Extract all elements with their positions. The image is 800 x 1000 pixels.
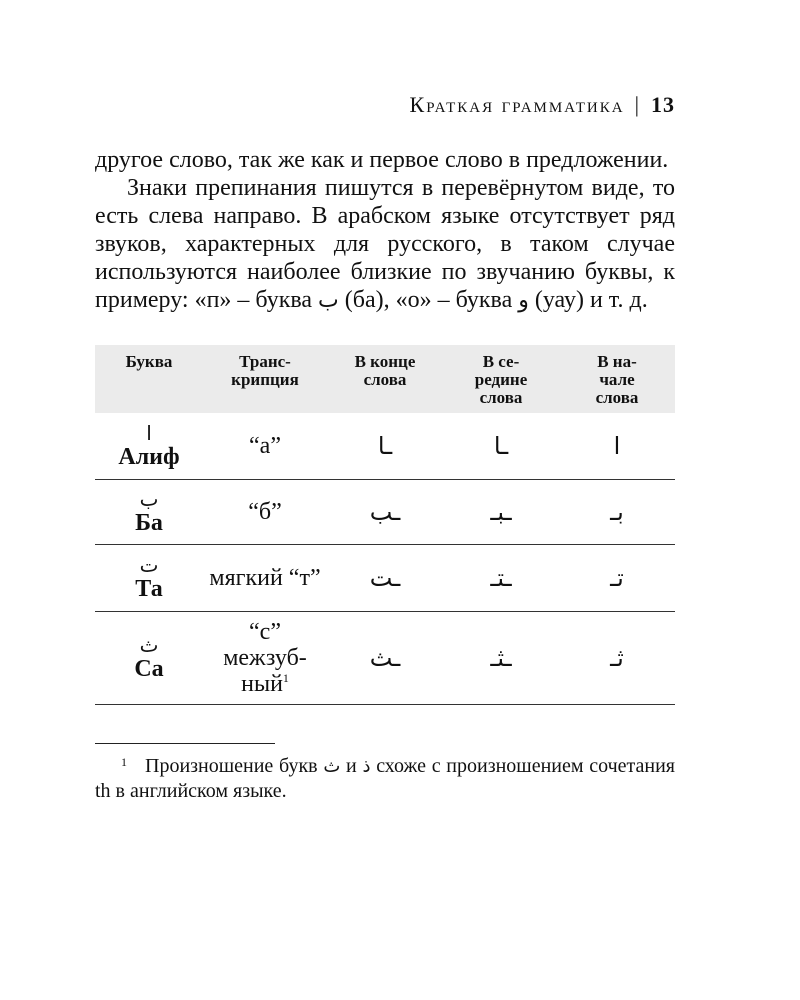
footnote-divider: [95, 743, 275, 744]
medial-form-cell: ـثـ: [443, 612, 559, 705]
table-row: [95, 612, 675, 705]
letter-name: Са: [134, 656, 164, 682]
letter-cell: [95, 545, 203, 612]
header-separator: |: [634, 92, 641, 117]
footnote-part-1: Произношение букв: [145, 755, 324, 777]
letter-cell: [95, 480, 203, 545]
arabic-letter-dhal: ذ: [362, 756, 371, 777]
final-form-cell: ـا: [327, 413, 443, 480]
paragraph-2-part-1: Знаки препинания пишутся в перевёрнутом виде, то есть слева направо. В арабском языке отсутствует ряд звуков, характерных для русского, в таком случае используются наиболее близкие по звучанию буквы, к примеру: «п» – буква: [95, 175, 675, 313]
initial-form-cell: تـ: [559, 545, 675, 612]
letter-cell: [95, 413, 203, 480]
chapter-title: Краткая грамматика: [409, 92, 625, 117]
letter-isolated: ا: [146, 421, 152, 445]
footnote-part-3: схоже с произношением сочетания th в английском языке.: [95, 755, 676, 802]
footnote-reference: 1: [282, 671, 289, 685]
paragraph-2: [95, 174, 675, 315]
paragraph-2-part-3: (уау) и т. д.: [528, 287, 648, 313]
footnote: [95, 754, 675, 803]
letter-isolated: ث: [139, 633, 159, 657]
paragraph-1: другое слово, так же как и первое слово в предложении.: [95, 147, 669, 173]
table-row: [95, 480, 675, 545]
table-row: [95, 413, 675, 480]
letter-isolated: ت: [139, 553, 159, 577]
column-header-transcription: Транс- крипция: [203, 345, 327, 413]
paragraph-2-part-2: (ба), «о» – буква: [338, 287, 519, 313]
letter-isolated: ب: [139, 487, 159, 511]
column-header-initial: В на- чале слова: [559, 345, 675, 413]
footnote-part-2: и: [340, 755, 363, 777]
footnote-mark: 1: [121, 755, 127, 769]
page-number: 13: [651, 92, 675, 117]
transcription-cell: мягкий “т”: [203, 545, 327, 612]
medial-form-cell: ـتـ: [443, 545, 559, 612]
final-form-cell: ـث: [327, 612, 443, 705]
table-row: [95, 545, 675, 612]
column-header-letter: Буква: [95, 345, 203, 413]
medial-form-cell: ـبـ: [443, 480, 559, 545]
arabic-letter-waw: و: [518, 288, 529, 313]
column-header-final: В конце слова: [327, 345, 443, 413]
body-text: [95, 146, 675, 315]
initial-form-cell: ا: [559, 413, 675, 480]
letter-name: Та: [135, 576, 163, 602]
letter-cell: [95, 612, 203, 705]
table-header-row: [95, 345, 675, 413]
final-form-cell: ـت: [327, 545, 443, 612]
alphabet-table: [95, 345, 675, 705]
arabic-letter-tha: ث: [323, 756, 341, 777]
medial-form-cell: ـا: [443, 413, 559, 480]
column-header-medial: В се- редине слова: [443, 345, 559, 413]
initial-form-cell: بـ: [559, 480, 675, 545]
running-head: [95, 90, 675, 124]
arabic-letter-ba: ب: [318, 288, 339, 313]
transcription-cell: “а”: [203, 413, 327, 480]
letter-name: Ба: [135, 510, 163, 536]
book-page: [95, 90, 675, 803]
transcription-cell: [203, 612, 327, 705]
transcription-cell: “б”: [203, 480, 327, 545]
final-form-cell: ـب: [327, 480, 443, 545]
initial-form-cell: ثـ: [559, 612, 675, 705]
letter-name: Алиф: [118, 444, 180, 470]
transcription-text: “с” межзуб-ный: [223, 619, 307, 697]
